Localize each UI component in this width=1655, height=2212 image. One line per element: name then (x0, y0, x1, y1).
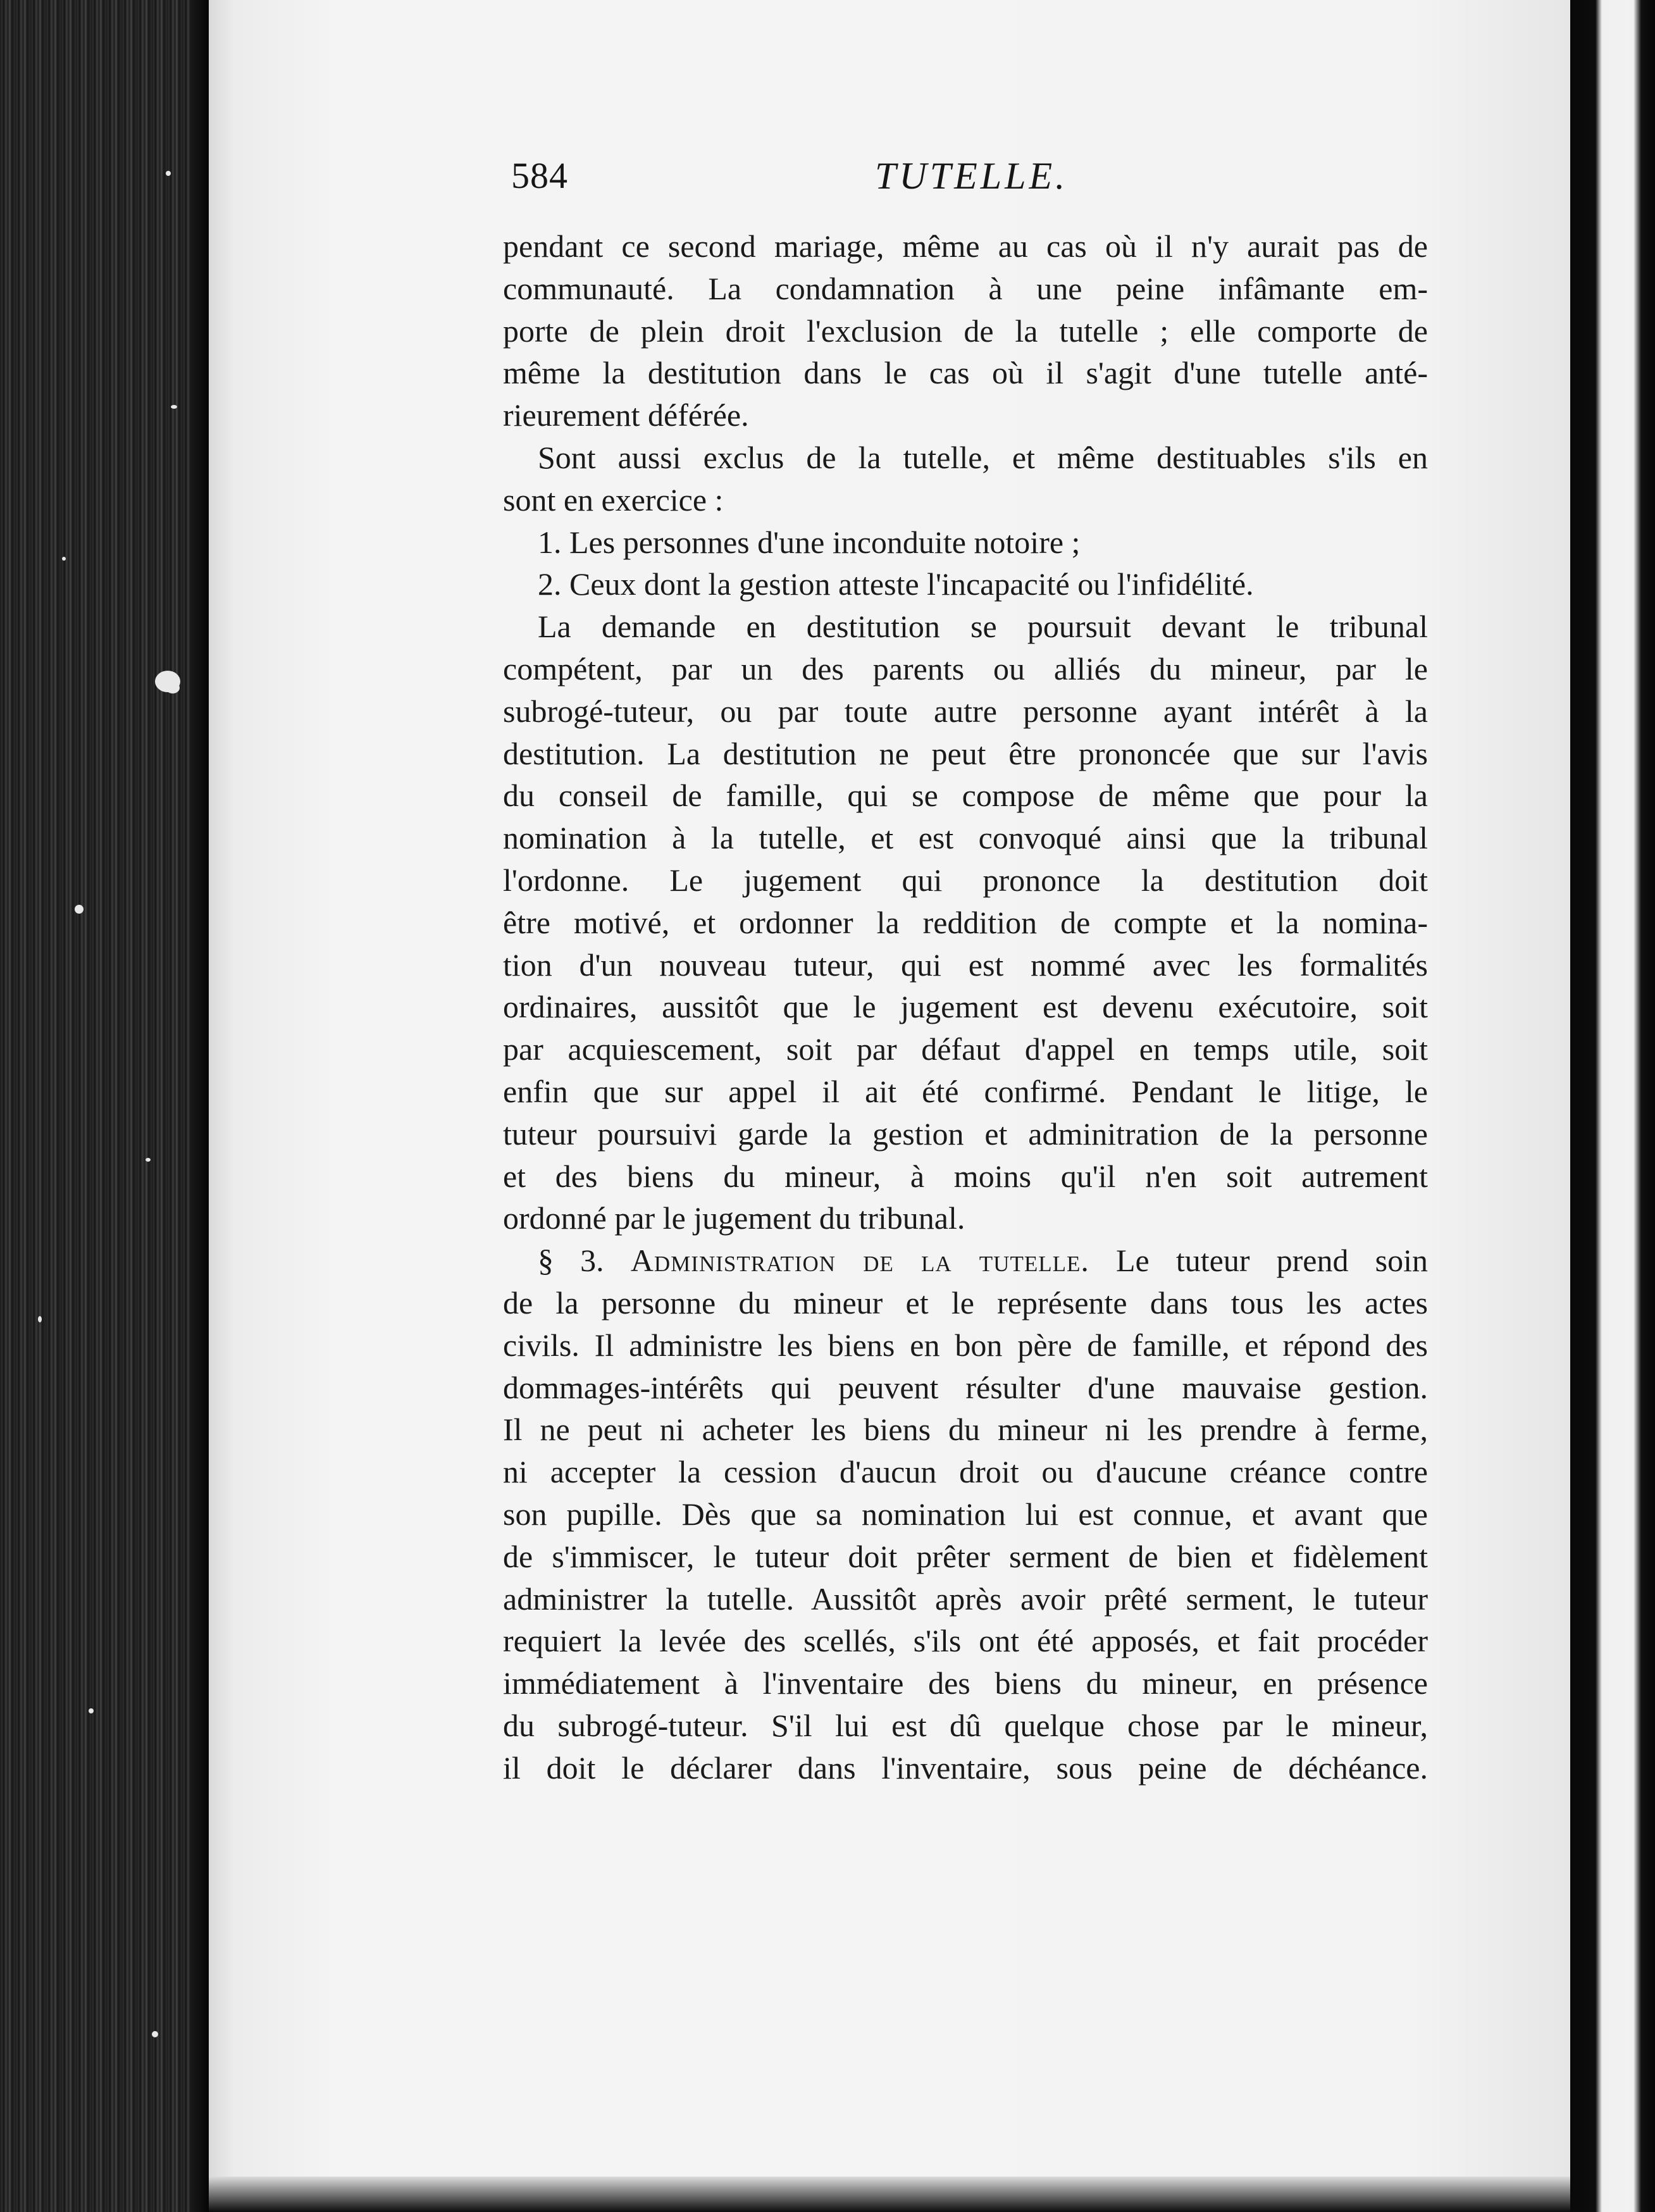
text-line: et des biens du mineur, à moins qu'il n'en soit autrement (503, 1158, 1428, 1194)
body-text (503, 225, 1428, 1789)
page-bottom-edge (209, 2177, 1570, 2212)
text-line: requiert la levée des scellés, s'ils ont été apposés, et fait procéder (503, 1623, 1428, 1659)
section-paragraph (503, 1240, 1428, 1789)
text-line: communauté. La condamnation à une peine infâmante em- (503, 270, 1428, 306)
text-line: l'ordonne. Le jugement qui prononce la destitution doit (503, 862, 1428, 898)
text-line: ordonné par le jugement du tribunal. (503, 1200, 965, 1236)
running-title: TUTELLE. (875, 155, 1069, 197)
text-line: destitution. La destitution ne peut être prononcée que sur l'avis (503, 735, 1428, 771)
list-item (503, 521, 1428, 564)
text-line: compétent, par un des parents ou alliés du mineur, par le (503, 650, 1428, 687)
text-line: de la personne du mineur et le représente dans tous les actes (503, 1284, 1428, 1320)
text-line: enfin que sur appel il ait été confirmé. Pendant le litige, le (503, 1073, 1428, 1109)
text-line: rieurement déférée. (503, 397, 749, 433)
text-line: tuteur poursuivi garde la gestion et adminitration de la personne (503, 1115, 1428, 1152)
text-line: nomination à la tutelle, et est convoqué ainsi que la tribunal (503, 820, 1428, 856)
text-line: de s'immiscer, le tuteur doit prêter serment de bien et fidèlement (503, 1538, 1428, 1574)
text-line: 2. Ceux dont la gestion atteste l'incapacité ou l'infidélité. (538, 566, 1254, 602)
text-line: être motivé, et ordonner la reddition de compte et la nomina- (503, 904, 1428, 940)
text-line-rest: Le tuteur prend soin (1089, 1243, 1428, 1279)
text-line: Sont aussi exclus de la tutelle, et même destituables s'ils en (538, 439, 1428, 475)
text-line: Il ne peut ni acheter les biens du mineur ni les prendre à ferme, (503, 1412, 1428, 1448)
section-heading: Administration de la tutelle. (630, 1243, 1089, 1279)
text-line: La demande en destitution se poursuit devant le tribunal (538, 609, 1428, 645)
next-page-edge (1570, 0, 1655, 2212)
text-line: du conseil de famille, qui se compose de même que pour la (503, 778, 1428, 814)
text-line: ordinaires, aussitôt que le jugement est devenu exécutoire, soit (503, 989, 1428, 1025)
page-number: 584 (511, 155, 568, 196)
text-line: ni accepter la cession d'aucun droit ou d'aucune créance contre (503, 1454, 1428, 1490)
book-binding (0, 0, 209, 2212)
binding-edge (190, 0, 209, 2212)
text-line: par acquiescement, soit par défaut d'appel en temps utile, soit (503, 1031, 1428, 1067)
text-line: civils. Il administre les biens en bon père de famille, et répond des (503, 1327, 1428, 1363)
text-line (503, 1240, 1428, 1282)
text-line: immédiatement à l'inventaire des biens du mineur, en présence (503, 1665, 1428, 1701)
paragraph (503, 437, 1428, 521)
list-item (503, 563, 1428, 606)
page-header (511, 151, 1431, 201)
text-line: il doit le déclarer dans l'inventaire, sous peine de déchéance. (503, 1749, 1428, 1786)
paragraph (503, 225, 1428, 437)
text-line: subrogé-tuteur, ou par toute autre personne ayant intérêt à la (503, 693, 1428, 729)
text-line: 1. Les personnes d'une inconduite notoire ; (538, 524, 1081, 560)
text-line: porte de plein droit l'exclusion de la tutelle ; elle comporte de (503, 313, 1428, 349)
text-line: administrer la tutelle. Aussitôt après avoir prêté serment, le tuteur (503, 1581, 1428, 1617)
text-line: pendant ce second mariage, même au cas où il n'y aurait pas de (503, 228, 1428, 264)
paragraph (503, 606, 1428, 1240)
text-line: son pupille. Dès que sa nomination lui est connue, et avant que (503, 1496, 1428, 1532)
text-line: du subrogé-tuteur. S'il lui est dû quelque chose par le mineur, (503, 1707, 1428, 1743)
text-line: sont en exercice : (503, 482, 724, 518)
text-line: tion d'un nouveau tuteur, qui est nommé avec les formalités (503, 947, 1428, 983)
section-number: § 3. (538, 1243, 631, 1279)
text-line: dommages-intérêts qui peuvent résulter d'une mauvaise gestion. (503, 1369, 1428, 1405)
text-line: même la destitution dans le cas où il s'agit d'une tutelle anté- (503, 355, 1428, 391)
